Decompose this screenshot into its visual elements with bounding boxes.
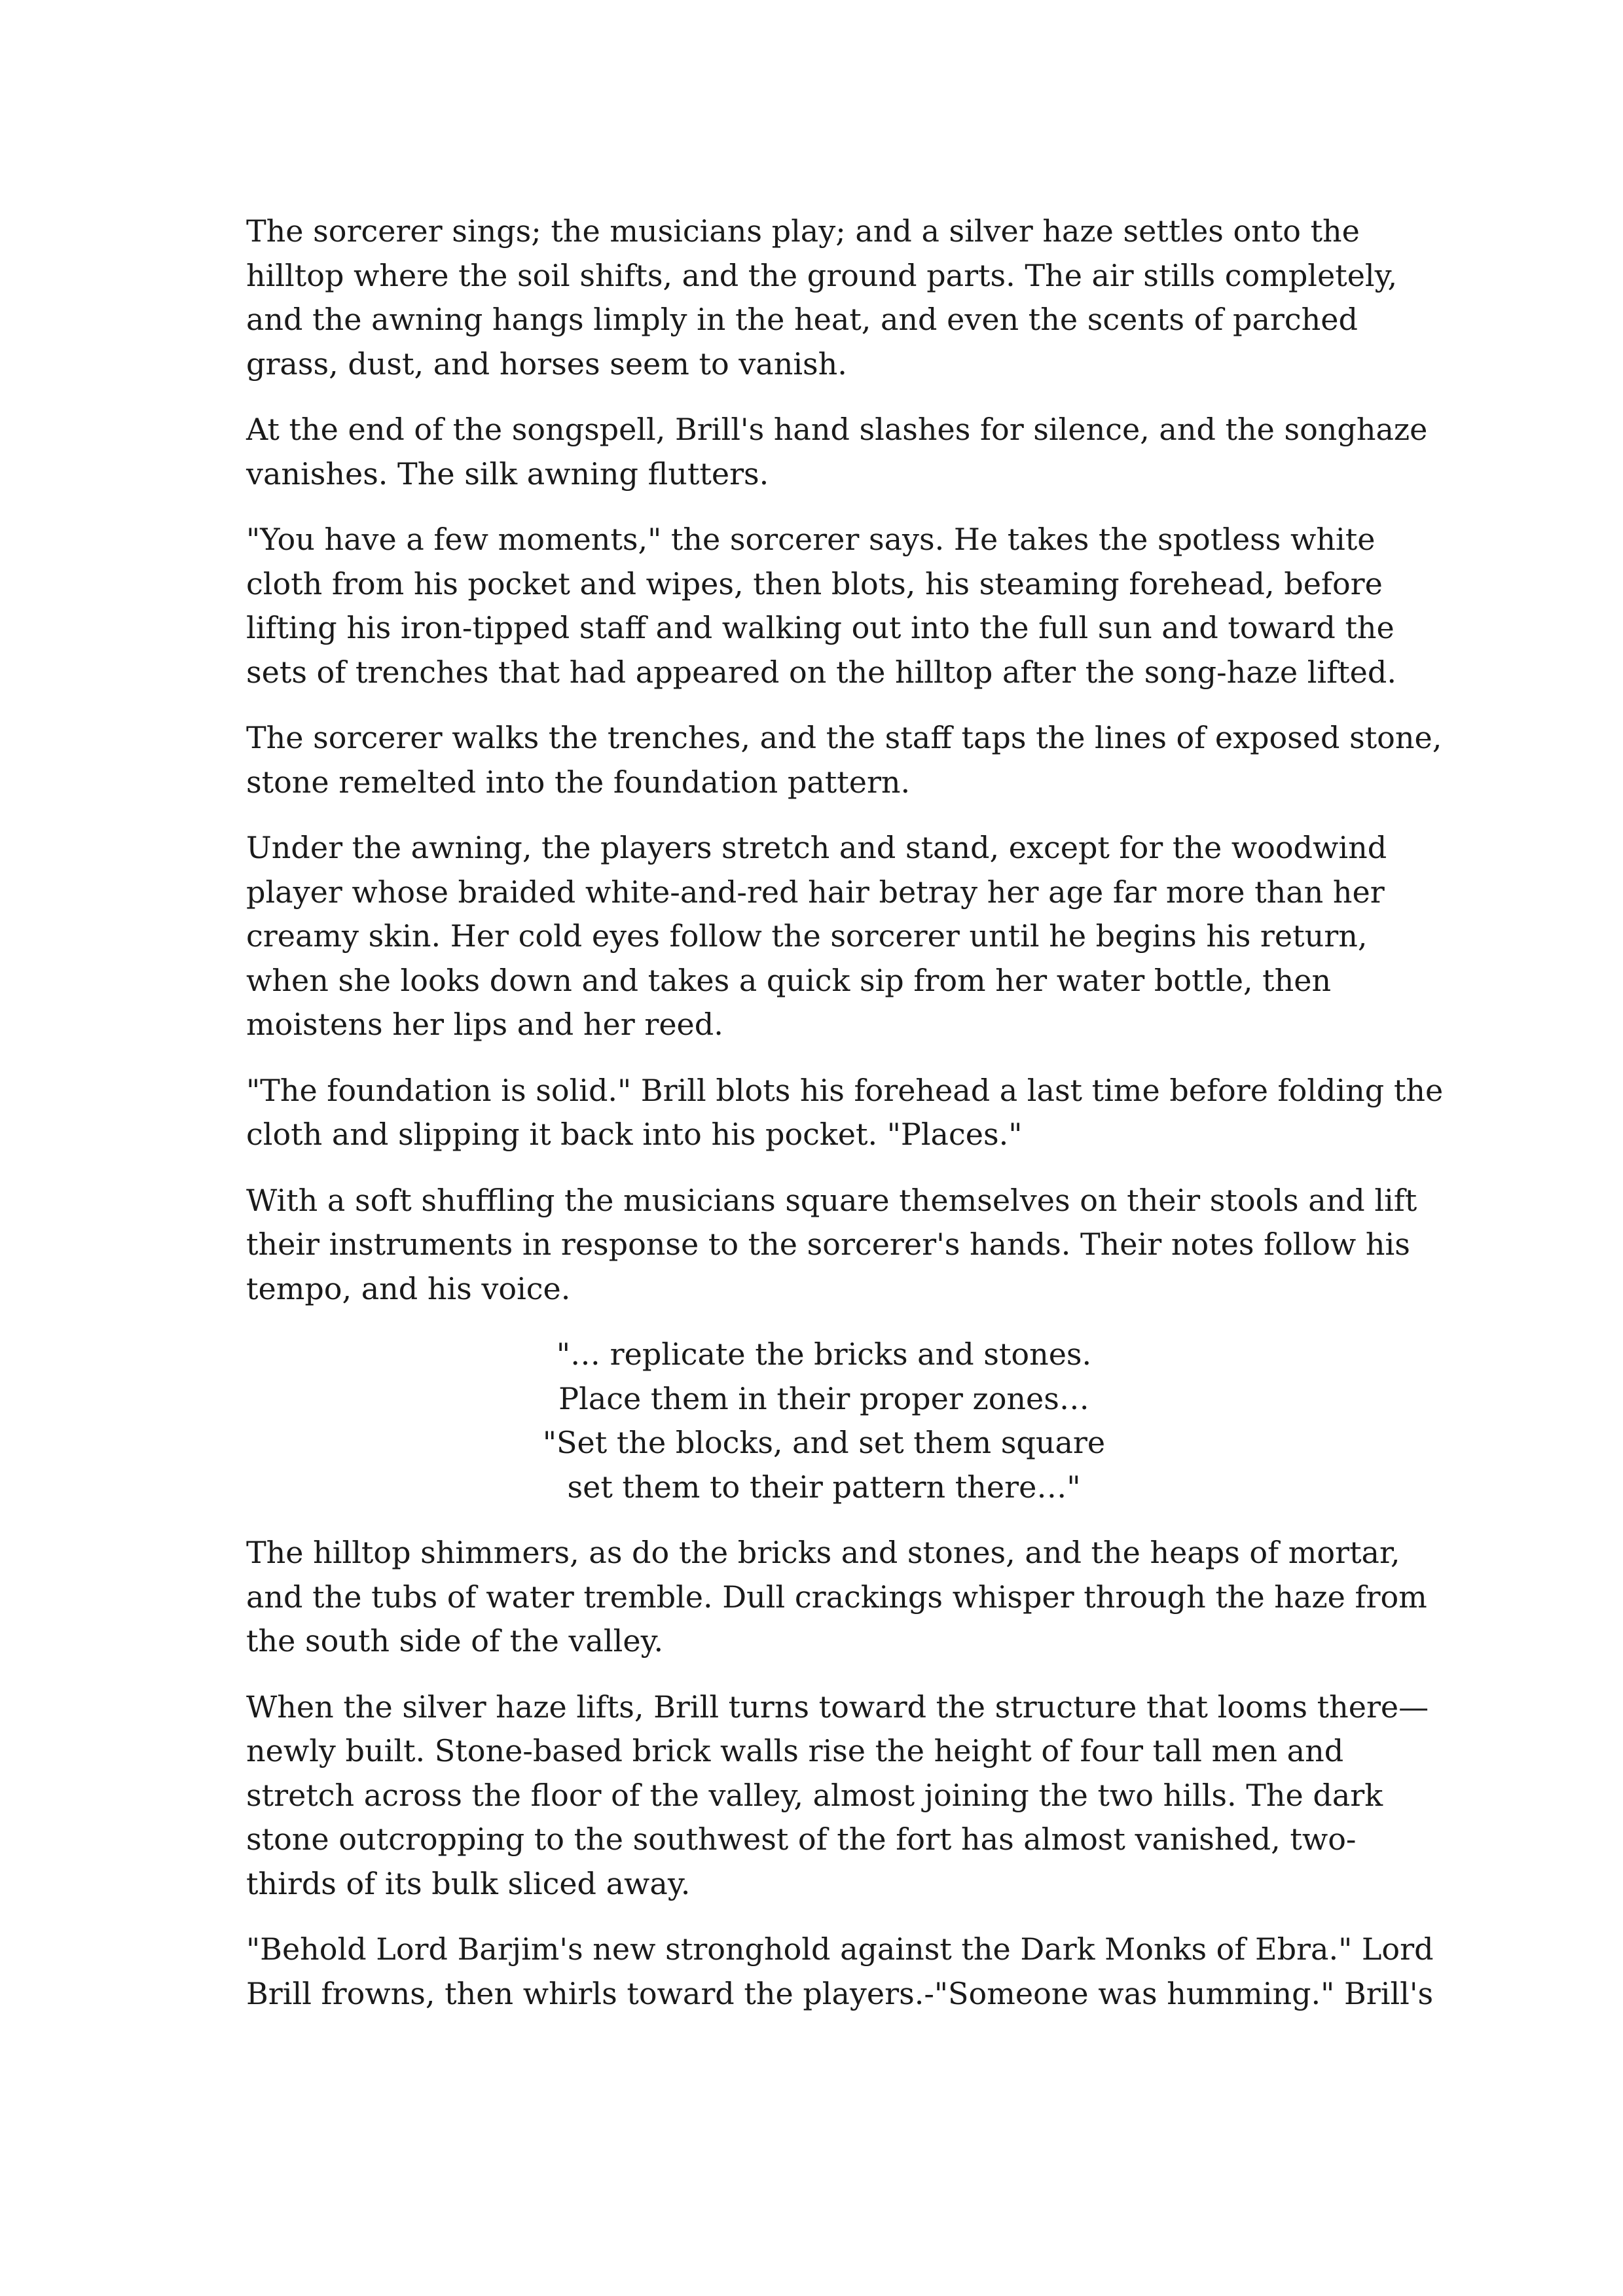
text-line: The sorcerer sings; the musicians play; and a silver haze settles onto the — [246, 213, 1360, 249]
text-line: and the awning hangs limply in the heat, and even the scents of parched — [246, 302, 1358, 337]
text-line: The hilltop shimmers, as do the bricks and stones, and the heaps of mortar, — [246, 1535, 1400, 1570]
verse-line: "Set the blocks, and set them square — [542, 1425, 1106, 1460]
song-verse — [246, 1333, 1398, 1509]
text-line: when she looks down and takes a quick sip from her water bottle, then — [246, 962, 1332, 998]
text-line: their instruments in response to the sorcerer's hands. Their notes follow his — [246, 1227, 1410, 1262]
paragraph — [246, 1069, 1444, 1157]
paragraph — [246, 209, 1398, 386]
text-line: stone outcropping to the southwest of the fort has almost vanished, two- — [246, 1821, 1357, 1857]
text-line: stretch across the floor of the valley, almost joining the two hills. The dark — [246, 1777, 1383, 1813]
text-line: "The foundation is solid." Brill blots his forehead a last time before folding the — [246, 1072, 1444, 1108]
text-line: and the tubs of water tremble. Dull crackings whisper through the haze from — [246, 1579, 1427, 1615]
text-line: tempo, and his voice. — [246, 1270, 571, 1306]
text-line: hilltop where the soil shifts, and the ground parts. The air stills completely, — [246, 257, 1398, 293]
text-line: stone remelted into the foundation pattern. — [246, 764, 911, 800]
text-line: Brill frowns, then whirls toward the players.-"Someone was humming." Brill's — [246, 1975, 1434, 2011]
text-line: Under the awning, the players stretch and stand, except for the woodwind — [246, 830, 1387, 865]
text-line: the south side of the valley. — [246, 1623, 664, 1659]
paragraph — [246, 1531, 1427, 1664]
text-line: grass, dust, and horses seem to vanish. — [246, 346, 847, 382]
verse-line: Place them in their proper zones… — [558, 1380, 1089, 1416]
text-line: "Behold Lord Barjim's new stronghold against the Dark Monks of Ebra." Lord — [246, 1931, 1434, 1967]
paragraph — [246, 518, 1398, 694]
paragraph — [246, 1179, 1417, 1312]
text-line: When the silver haze lifts, Brill turns toward the structure that looms there— — [246, 1689, 1429, 1725]
text-line: cloth from his pocket and wipes, then blots, his steaming forehead, before — [246, 565, 1383, 601]
text-line: sets of trenches that had appeared on the hilltop after the song-haze lifted. — [246, 654, 1396, 690]
text-line: moistens her lips and her reed. — [246, 1007, 723, 1042]
text-line: With a soft shuffling the musicians square themselves on their stools and lift — [246, 1182, 1417, 1218]
verse-line: set them to their pattern there…" — [567, 1469, 1081, 1505]
text-line: thirds of its bulk sliced away. — [246, 1865, 691, 1901]
paragraph — [246, 408, 1428, 496]
paragraph — [246, 716, 1442, 804]
text-line: vanishes. The silk awning flutters. — [246, 456, 769, 492]
text-line: cloth and slipping it back into his pocket. "Places." — [246, 1117, 1023, 1152]
text-line: lifting his iron-tipped staff and walking out into the full sun and toward the — [246, 610, 1395, 645]
text-line: "You have a few moments," the sorcerer says. He takes the spotless white — [246, 522, 1376, 557]
document-page — [246, 209, 1444, 2037]
text-line: creamy skin. Her cold eyes follow the sorcerer until he begins his return, — [246, 918, 1368, 954]
verse-line: "… replicate the bricks and stones. — [556, 1336, 1092, 1372]
text-line: At the end of the songspell, Brill's hand slashes for silence, and the songhaze — [246, 412, 1428, 447]
text-line: newly built. Stone-based brick walls rise the height of four tall men and — [246, 1733, 1344, 1768]
paragraph — [246, 826, 1398, 1047]
paragraph — [246, 1685, 1429, 1907]
text-line: player whose braided white-and-red hair betray her age far more than her — [246, 874, 1385, 910]
text-line: The sorcerer walks the trenches, and the staff taps the lines of exposed stone, — [246, 720, 1442, 755]
paragraph — [246, 1928, 1434, 2016]
